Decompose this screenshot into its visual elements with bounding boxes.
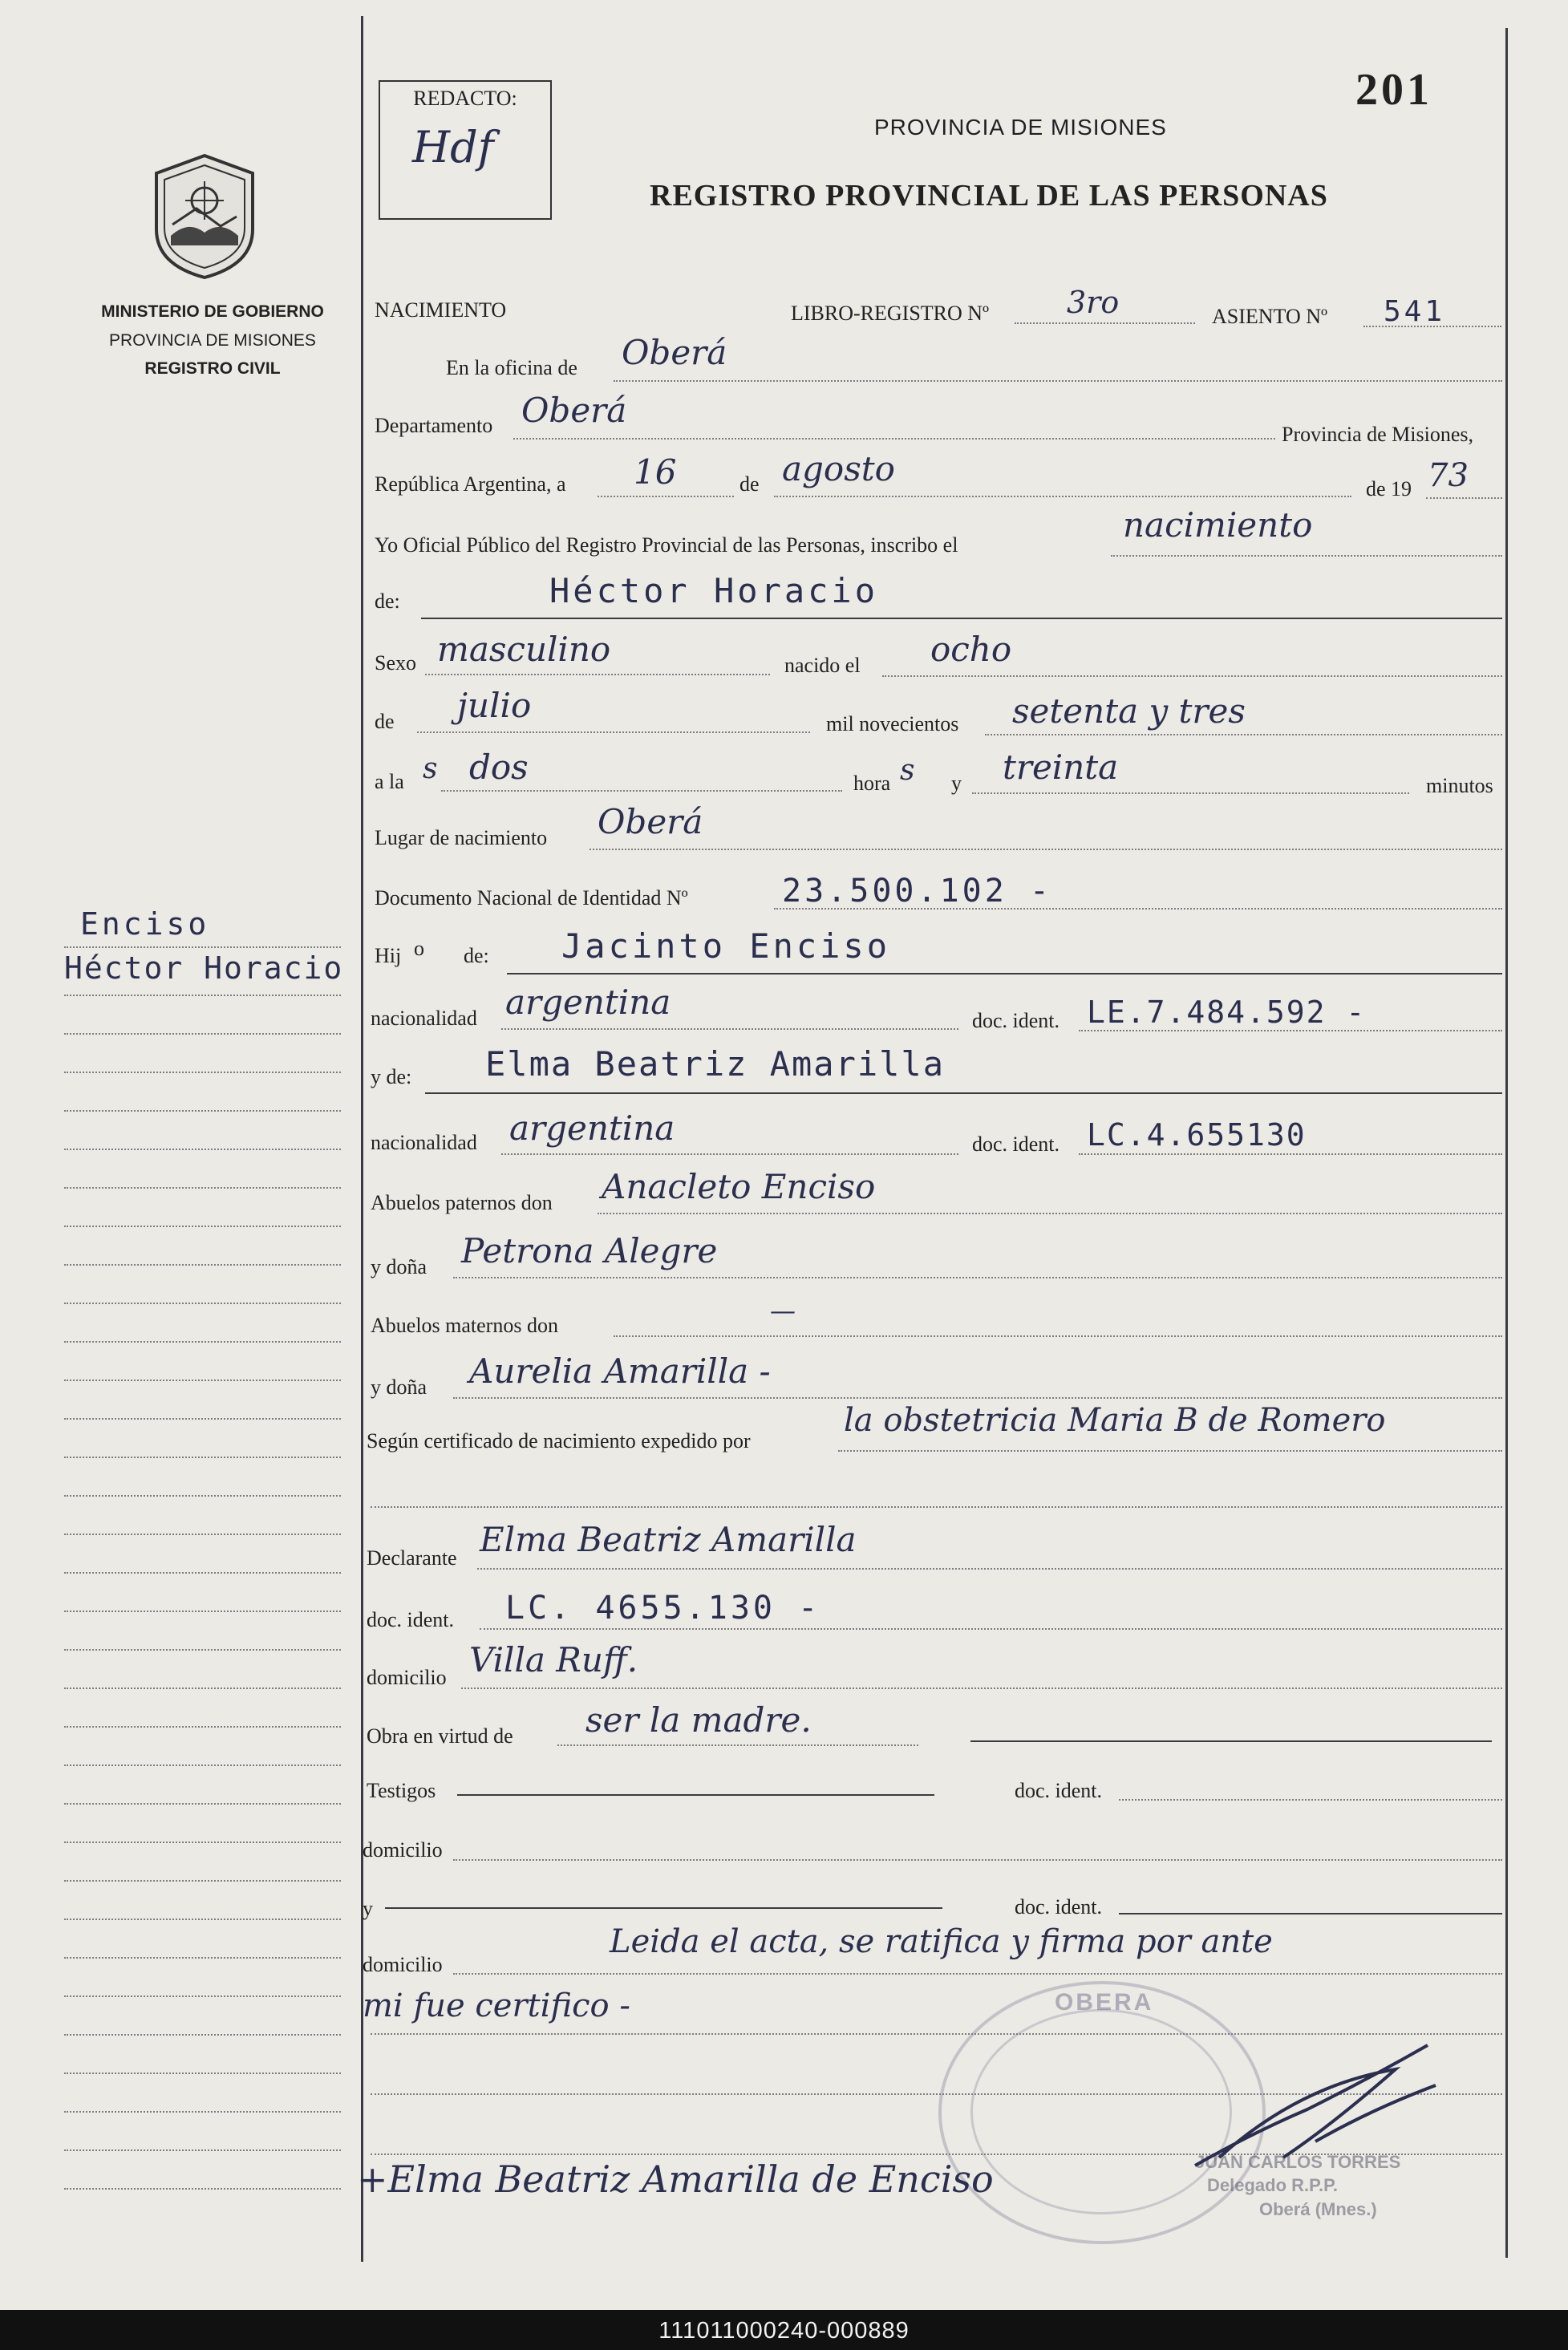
abuelo-mat-line [614,1335,1502,1337]
birth-month: julio [457,686,532,725]
margin-line [64,1380,341,1381]
birth-year-words: setenta y tres [1012,691,1246,731]
margin-line [64,1688,341,1689]
official-seal-office: OBERA [1055,1989,1154,2016]
lugar-label: Lugar de nacimiento [375,826,548,849]
margin-line [64,1918,341,1920]
redacto-initials: Hdf [412,122,494,172]
mil-label: mil novecientos [826,712,959,735]
margin-line [64,1303,341,1304]
nacido-value: ocho [930,630,1012,669]
margin-line [64,1995,341,1997]
libro-value: 3ro [1067,285,1120,320]
abuela-mat-label: y doña [371,1376,427,1399]
father-doc-label: doc. ident. [972,1009,1060,1032]
ministry-registry: REGISTRO CIVIL [144,359,281,378]
closing-line1: Leida el acta, se ratifica y firma por ante [610,1923,1273,1960]
margin-line [64,1726,341,1728]
testigo1-doc-line [1119,1799,1502,1801]
sexo-value: masculino [437,630,611,669]
oficina-label: En la oficina de [446,356,577,379]
declarant-signature: +Elma Beatriz Amarilla de Enciso [357,2158,994,2201]
republica-label: República Argentina, a [375,472,566,496]
closing-line2: mi fue certifico - [363,1987,630,2024]
margin-line [64,995,341,996]
month-line [774,496,1351,497]
abuelo-pat: Anacleto Enciso [602,1167,876,1206]
hour-line [441,790,842,792]
mother-line [425,1092,1502,1094]
official-signature-icon [1187,2037,1444,2182]
day-line [598,496,734,497]
year-value: 73 [1428,457,1469,494]
oficial-line [1111,555,1502,557]
lugar-value: Oberá [598,802,703,841]
minutes-value: treinta [1003,748,1119,787]
mother-y-de: y de: [371,1065,412,1088]
father-line [507,973,1502,974]
obra-label: Obra en virtud de [367,1724,513,1748]
certificado-line [838,1450,1502,1452]
testigo1-doc-label: doc. ident. [1015,1779,1103,1802]
declarante-domicilio-label: domicilio [367,1666,447,1689]
certificado-line2 [371,1506,1502,1508]
margin-line [64,946,341,948]
declarante-domicilio-line [461,1688,1502,1689]
margin-line [64,1803,341,1805]
abuelos-mat-label: Abuelos maternos don [371,1314,558,1337]
margin-line [64,2072,341,2074]
declarante-value: Elma Beatriz Amarilla [480,1520,857,1559]
margin-line [64,1611,341,1612]
testigo2-doc-label: doc. ident. [1015,1895,1103,1918]
official-name: JUAN CARLOS TORRES [1195,2152,1401,2172]
abuela-mat: Aurelia Amarilla - [469,1351,771,1391]
declarante-label: Declarante [367,1546,457,1570]
asiento-value: 541 [1384,295,1446,328]
hijo-suffix: o [414,937,424,960]
margin-line [64,1765,341,1766]
oficina-value: Oberá [622,333,727,372]
alas-label: a la [375,770,404,793]
abuelos-pat-label: Abuelos paternos don [371,1191,553,1214]
margin-line [64,1110,341,1112]
abuela-pat: Petrona Alegre [461,1231,718,1270]
testigo2-domicilio-line [453,1973,1502,1975]
father-nac-line [501,1028,958,1030]
official-role: Delegado R.P.P. [1207,2175,1339,2195]
province-title: PROVINCIA DE MISIONES [874,115,1167,140]
child-name-line [421,618,1502,619]
testigo2-line [385,1907,942,1909]
margin-line [64,1957,341,1959]
declarante-doc-line [480,1628,1502,1630]
margin-line [64,2188,341,2190]
margin-line [64,1072,341,1073]
main-border-left [361,16,363,2262]
father-doc-line [1079,1030,1502,1031]
record-type: NACIMIENTO [375,298,507,322]
minutes-line [972,792,1409,794]
declarante-domicilio: Villa Ruff. [469,1640,638,1679]
child-de-label: de: [375,590,400,613]
child-name: Héctor Horacio [549,571,879,610]
sexo-line [425,674,770,675]
provincia-suffix: Provincia de Misiones, [1282,423,1474,446]
testigo1-domicilio-label: domicilio [363,1838,443,1862]
abuela-mat-line [453,1397,1502,1399]
birth-month-de: de [375,710,395,733]
mother-nac-label: nacionalidad [371,1131,477,1154]
minutes-y: y [951,772,962,795]
day-value: 16 [634,452,677,492]
lugar-line [590,849,1502,850]
margin-line [64,1226,341,1227]
testigo2-y: y [363,1897,373,1920]
mother-nationality: argentina [509,1108,675,1148]
margin-line [64,2111,341,2113]
father-name: Jacinto Enciso [561,926,891,966]
obra-line-ext [970,1740,1492,1742]
margin-line [64,1264,341,1266]
redacto-label: REDACTO: [413,87,517,110]
abuelo-mat: — [770,1295,796,1326]
testigo2-domicilio-label: domicilio [363,1953,443,1976]
margin-line [64,1187,341,1189]
official-place: Oberá (Mnes.) [1259,2199,1377,2219]
margin-line [64,1033,341,1035]
nacido-line [882,675,1502,677]
oficial-text: Yo Oficial Público del Registro Provincial de las Personas, inscribo el [375,533,958,557]
closing-line-row [371,2033,1502,2035]
dni-label: Documento Nacional de Identidad Nº [375,886,688,910]
redacto-box [379,80,552,220]
sexo-label: Sexo [375,651,416,675]
mother-doc: LC.4.655130 [1087,1117,1307,1153]
abuela-pat-line [453,1277,1502,1278]
obra-value: ser la madre. [585,1700,812,1740]
margin-line [64,1418,341,1420]
father-doc: LE.7.484.592 - [1087,995,1367,1030]
obra-line [557,1744,918,1746]
testigo2-doc-line [1119,1913,1502,1914]
main-border-right [1505,28,1508,2258]
birth-month-line [417,731,810,733]
ministry-province: PROVINCIA DE MISIONES [109,331,316,350]
margin-line [64,2034,341,2036]
alas-suffix: s [423,752,438,785]
month-de-label: de [739,472,760,496]
declarante-line [477,1568,1502,1570]
ministry-name: MINISTERIO DE GOBIERNO [101,302,324,321]
margin-line [64,1457,341,1458]
oficina-line [614,380,1502,382]
margin-line [64,1341,341,1343]
dni-value: 23.500.102 - [782,873,1052,910]
margin-line [64,1572,341,1574]
minutos-label: minutos [1426,774,1493,797]
father-nac-label: nacionalidad [371,1007,477,1030]
hijo-label: Hij [375,944,402,967]
departamento-value: Oberá [521,391,627,430]
hour-value: dos [469,748,529,787]
oficial-value: nacimiento [1123,505,1313,545]
certificado-label: Según certificado de nacimiento expedido por [367,1429,751,1453]
certificado-value: la obstetricia Maria B de Romero [844,1402,1386,1439]
nacido-label: nacido el [784,654,861,677]
mother-doc-line [1079,1153,1502,1155]
mother-nac-line [501,1153,958,1155]
margin-line [64,1495,341,1497]
margin-line [64,1534,341,1535]
margin-line [64,2149,341,2151]
provincial-seal-icon [148,152,261,281]
testigos-label: Testigos [367,1779,436,1802]
margin-line [64,1880,341,1882]
margin-names: Héctor Horacio [64,950,344,986]
mother-name: Elma Beatriz Amarilla [485,1044,946,1084]
departamento-line [513,438,1275,440]
registry-title: REGISTRO PROVINCIAL DE LAS PERSONAS [650,179,1328,213]
mother-doc-label: doc. ident. [972,1132,1060,1156]
testigo1-domicilio-line [453,1859,1502,1861]
hora-suffix: s [900,754,915,787]
margin-line [64,1149,341,1150]
declarante-doc: LC. 4655.130 - [505,1590,821,1627]
month-value: agosto [782,449,895,488]
abuela-pat-label: y doña [371,1255,427,1278]
father-nationality: argentina [505,983,671,1022]
page-number: 201 [1355,65,1432,115]
year-label: de 19 [1366,477,1412,500]
testigos-line [457,1794,934,1796]
declarante-doc-label: doc. ident. [367,1608,455,1631]
hijo-de: de: [464,944,489,967]
footer-id: 111011000240-000889 [658,2318,910,2344]
libro-label: LIBRO-REGISTRO Nº [791,302,990,325]
libro-line [1015,322,1195,324]
margin-surname: Enciso [80,906,210,942]
margin-line [64,1842,341,1843]
departamento-label: Departamento [375,414,493,437]
asiento-label: ASIENTO Nº [1212,305,1328,328]
hora-label: hora [853,772,891,795]
birth-year-line [985,734,1502,735]
margin-line [64,1649,341,1651]
abuelo-pat-line [598,1213,1502,1214]
year-line [1426,497,1502,499]
